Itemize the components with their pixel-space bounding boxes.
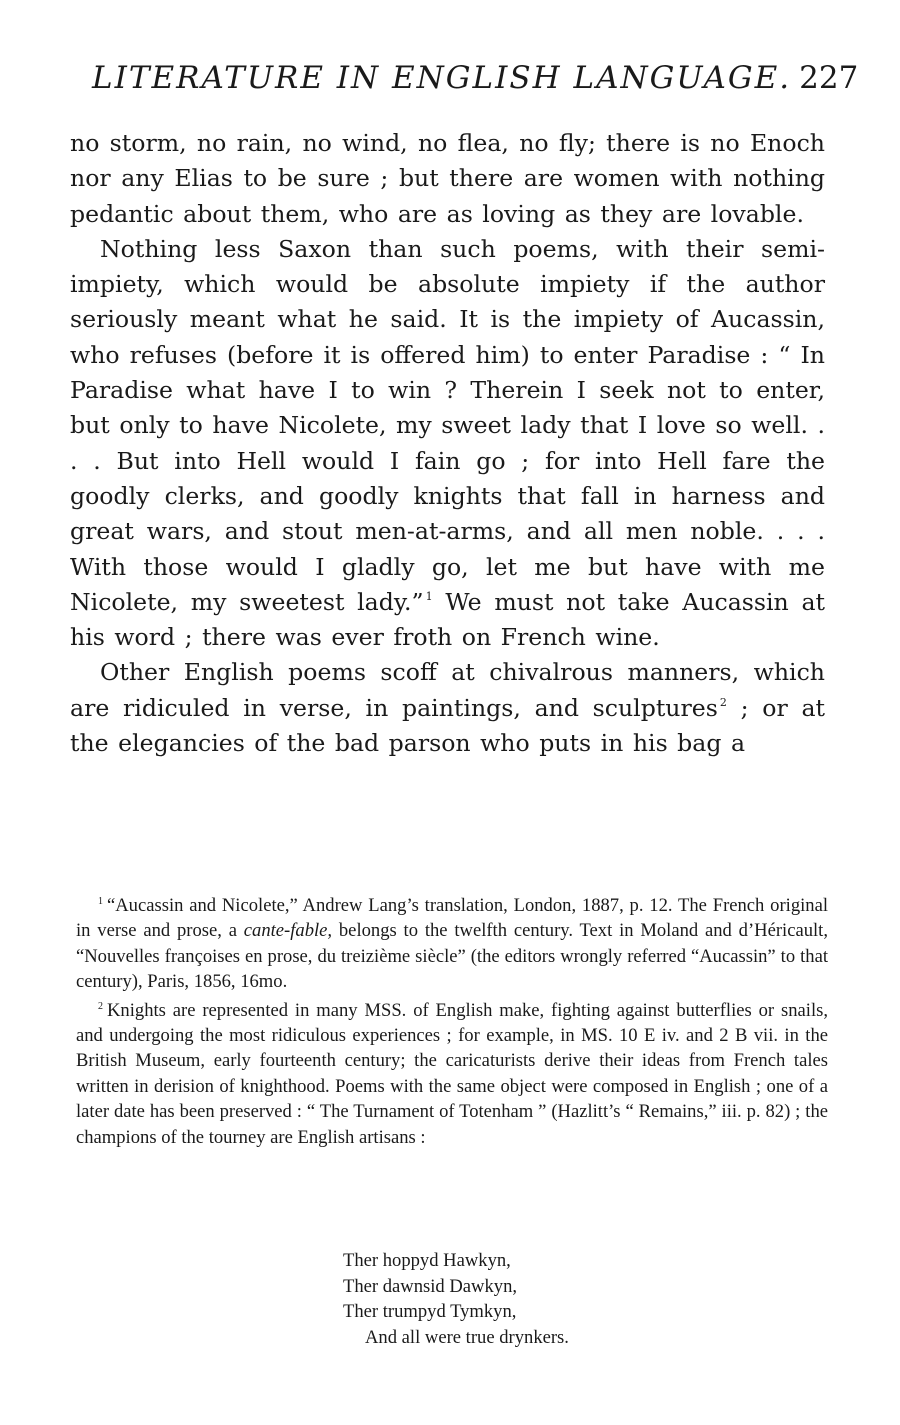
footnote-ref-2: 2 xyxy=(719,695,727,709)
footnote-2-mark: 2 xyxy=(98,1000,103,1012)
verse-line: Ther trumpyd Tymkyn, xyxy=(343,1301,517,1323)
running-head-title: LITERATURE IN ENGLISH LANGUAGE. xyxy=(92,60,792,96)
footnote-1 xyxy=(76,893,828,995)
footnote-1-text-a: “Aucassin and Nicolete,” Andrew Lang’s translation, London, 1887, p. 12. The French original in verse and prose, a xyxy=(76,895,828,942)
footnote-1-text-b: belongs to the twelfth century. Text in Moland and d’Héricault, “Nouvelles françoises en prose, du treizième siècle” (the editors wrongly referred “Aucassin” to that century), Paris, 1856, 16mo. xyxy=(76,920,828,993)
footnote-2 xyxy=(76,998,828,1150)
verse-line: Ther hoppyd Hawkyn, xyxy=(343,1250,511,1271)
footnote-2-text: Knights are represented in many MSS. of English make, fighting against butterflies or snails, and undergoing the most ridiculous experiences ; for example, in MS. 10 E iv. and 2 B vii. in the British Museum, early fourteenth century; the caricaturists derive their ideas from French tales written in derision of knighthood. Poems with the same object were composed in English ; one of a later date has been preserved : “ The Turnament of Totenham ” (Hazlitt’s “ Remains,” iii. p. 82) ; the champions of the tourney are English artisans : xyxy=(76,999,828,1148)
paragraph-1: no storm, no rain, no wind, no flea, no fly; there is no Enoch nor any Elias to be sure ; but there are women with nothing pedantic about them, who are as loving as they are lovable. xyxy=(70,129,825,228)
footnote-1-mark: 1 xyxy=(98,896,103,907)
paragraph-2-text-a: Nothing less Saxon than such poems, with their semi-impiety, which would be absolute impiety if the author seriously meant what he said. It is the impiety of Aucassin, who refuses (before it is offered him) to enter Paradise : “ In Paradise what have I to win ? Therein I seek not to enter, but only to have Nicolete, my sweet lady that I love so well. . . . But into Hell would I fain go ; for into Hell fare the goodly clerks, and goodly knights that fall in harness and great wars, and stout men-at-arms, and all men noble. . . . With those would I gladly go, let me but have with me Nicolete, my sweetest lady.” xyxy=(70,234,825,616)
page-number: 227 xyxy=(799,60,859,96)
body-text xyxy=(70,126,825,761)
paragraph-3 xyxy=(70,655,825,761)
paragraph-2 xyxy=(70,232,825,656)
verse-line: And all were true drynkers. xyxy=(365,1326,569,1348)
running-head xyxy=(92,60,859,96)
footnotes xyxy=(76,893,828,1150)
footnote-ref-1: 1 xyxy=(425,589,433,603)
footnote-1-italic: cante-fable, xyxy=(243,920,333,942)
paragraph-2-text-b: We must not take Aucassin at his word ; there was ever froth on French wine. xyxy=(70,587,826,652)
paragraph-3-text-b: ; or at the elegancies of the bad parson who puts in his bag a xyxy=(70,693,825,758)
paragraph-3-text-a: Other English poems scoff at chivalrous manners, which are ridiculed in verse, in paintings, and sculptures xyxy=(70,658,825,722)
verse-line: Ther dawnsid Dawkyn, xyxy=(343,1275,518,1297)
verse-quote xyxy=(343,1248,569,1350)
